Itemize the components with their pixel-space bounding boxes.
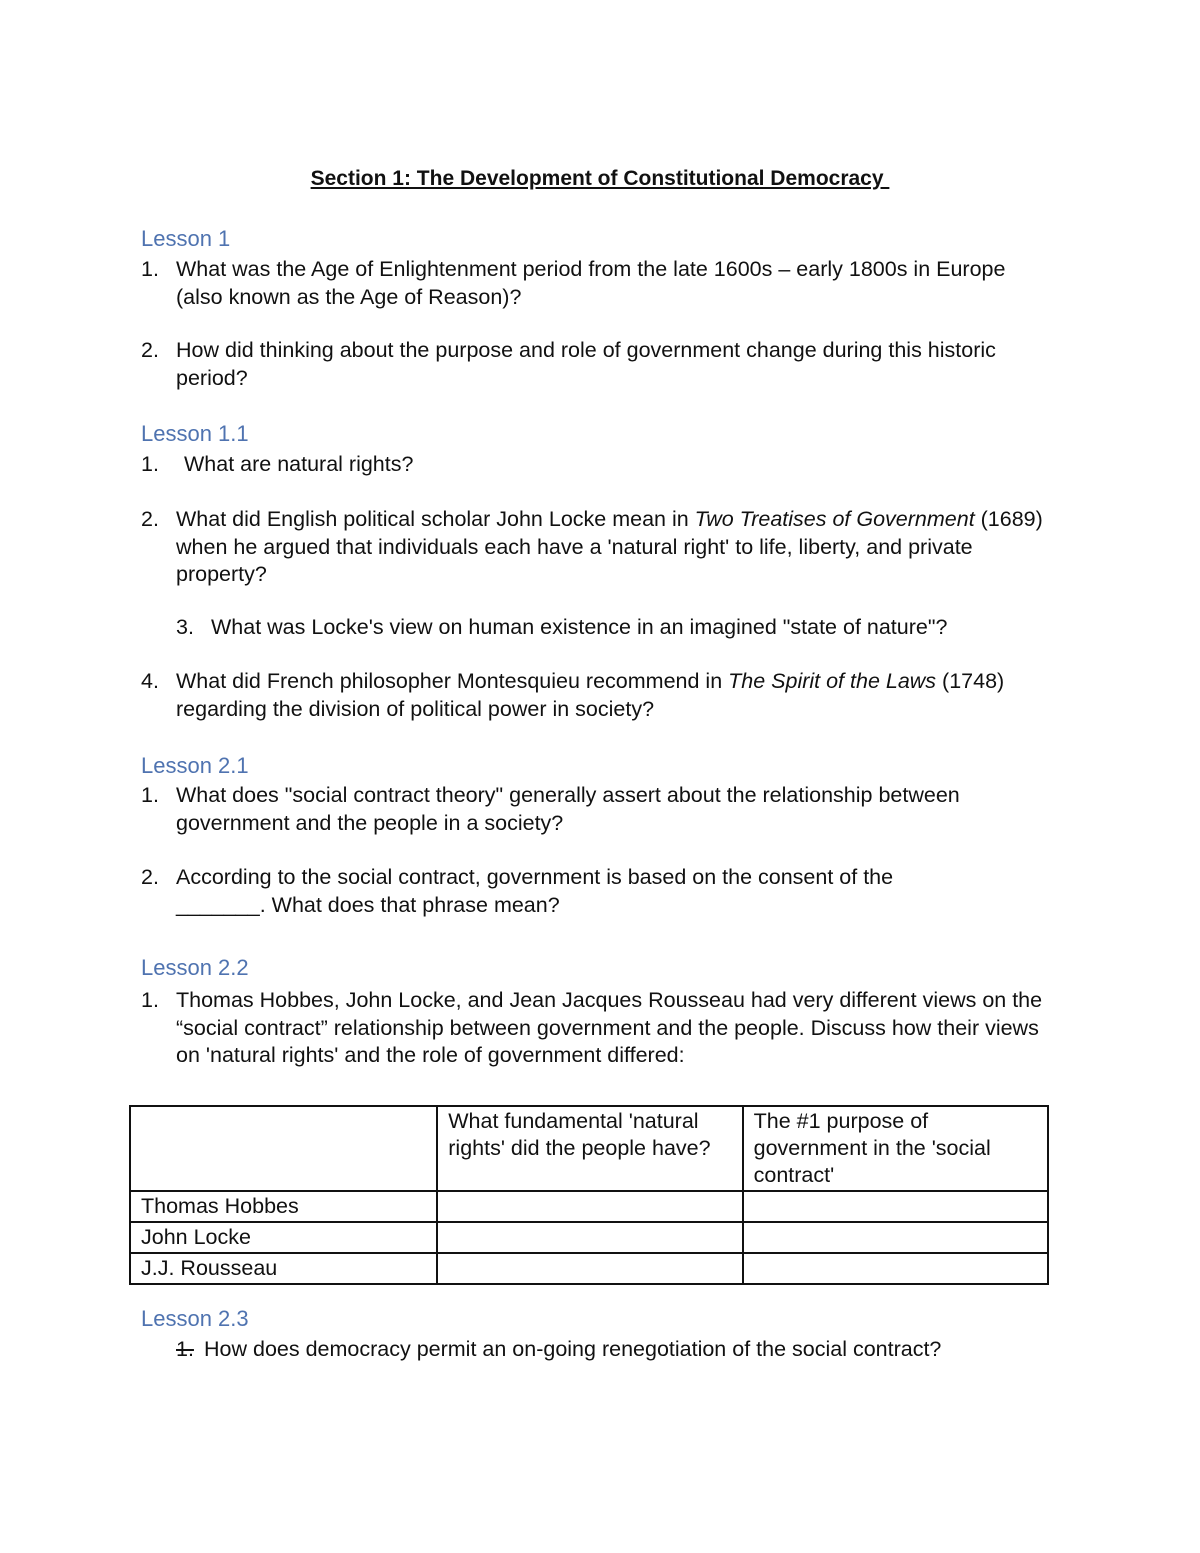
question-item bbox=[141, 782, 1041, 838]
question-number: 3. bbox=[176, 615, 194, 639]
lesson-heading: Lesson 1 bbox=[141, 226, 231, 251]
question-text: How does democracy permit an on-going renegotiation of the social contract? bbox=[204, 1337, 942, 1361]
question-number: 4. bbox=[141, 669, 159, 693]
table-answer-cell[interactable] bbox=[743, 1253, 1048, 1284]
question-text-part: (1748) regarding the division of political power in society? bbox=[176, 669, 1005, 721]
question-number: 1. bbox=[141, 988, 159, 1012]
table-answer-cell[interactable] bbox=[437, 1253, 742, 1284]
table-header-cell: What fundamental 'natural rights' did the people have? bbox=[437, 1106, 742, 1191]
question-text: What are natural rights? bbox=[184, 452, 414, 476]
question-item bbox=[141, 451, 1041, 479]
question-number: 2. bbox=[141, 865, 159, 889]
question-number: 1. bbox=[176, 1337, 194, 1361]
question-text-part: (1689) when he argued that individuals each have a 'natural right' to life, liberty, and private property? bbox=[176, 507, 1043, 586]
question-number: 2. bbox=[141, 507, 159, 531]
question-item bbox=[141, 256, 1041, 312]
question-item bbox=[141, 987, 1061, 1071]
lesson-heading: Lesson 2.1 bbox=[141, 753, 249, 778]
lesson-heading: Lesson 2.3 bbox=[141, 1306, 249, 1331]
table-header-cell bbox=[130, 1106, 437, 1191]
question-number: 1. bbox=[141, 452, 159, 476]
question-text-part: What did English political scholar John Locke mean in bbox=[176, 507, 695, 531]
table-row bbox=[130, 1222, 1048, 1253]
question-item bbox=[141, 864, 1041, 920]
lesson-heading: Lesson 2.2 bbox=[141, 955, 249, 980]
question-item bbox=[141, 668, 1041, 724]
philosophers-table bbox=[129, 1105, 1049, 1285]
table-row-label: Thomas Hobbes bbox=[130, 1191, 437, 1222]
question-item bbox=[141, 337, 1041, 393]
question-text: How did thinking about the purpose and role of government change during this historic period? bbox=[176, 338, 996, 390]
question-text: According to the social contract, government is based on the consent of the _______. What does that phrase mean? bbox=[176, 865, 894, 917]
question-text: What was Locke's view on human existence in an imagined "state of nature"? bbox=[211, 615, 948, 639]
question-text: What does "social contract theory" generally assert about the relationship between government and the people in a society? bbox=[176, 783, 960, 835]
question-number: 1. bbox=[141, 783, 159, 807]
table-answer-cell[interactable] bbox=[743, 1222, 1048, 1253]
table-row bbox=[130, 1191, 1048, 1222]
question-text: Thomas Hobbes, John Locke, and Jean Jacques Rousseau had very different views on the “social contract” relationship between government and the people. Discuss how their views on 'natural rights' and the role of government differed: bbox=[176, 988, 1043, 1067]
book-title: Two Treatises of Government bbox=[694, 507, 975, 531]
table-row bbox=[130, 1253, 1048, 1284]
question-number: 1. bbox=[141, 257, 159, 281]
table-header-row bbox=[130, 1106, 1048, 1191]
page-title: Section 1: The Development of Constitutional Democracy bbox=[310, 167, 890, 190]
question-text: What was the Age of Enlightenment period from the late 1600s – early 1800s in Europe (also known as the Age of Reason)? bbox=[176, 257, 1006, 309]
question-item bbox=[176, 614, 1056, 642]
table-answer-cell[interactable] bbox=[437, 1222, 742, 1253]
question-text-part: What did French philosopher Montesquieu recommend in bbox=[176, 669, 729, 693]
lesson-heading: Lesson 1.1 bbox=[141, 421, 249, 446]
table-header-cell: The #1 purpose of government in the 'social contract' bbox=[743, 1106, 1048, 1191]
table-answer-cell[interactable] bbox=[437, 1191, 742, 1222]
question-text bbox=[176, 668, 1021, 723]
table-answer-cell[interactable] bbox=[743, 1191, 1048, 1222]
question-item bbox=[176, 1336, 1056, 1364]
book-title: The Spirit of the Laws bbox=[728, 669, 937, 693]
question-number: 2. bbox=[141, 338, 159, 362]
question-item bbox=[141, 506, 1061, 590]
question-text bbox=[176, 506, 1061, 589]
table-row-label: J.J. Rousseau bbox=[130, 1253, 437, 1284]
table-row-label: John Locke bbox=[130, 1222, 437, 1253]
